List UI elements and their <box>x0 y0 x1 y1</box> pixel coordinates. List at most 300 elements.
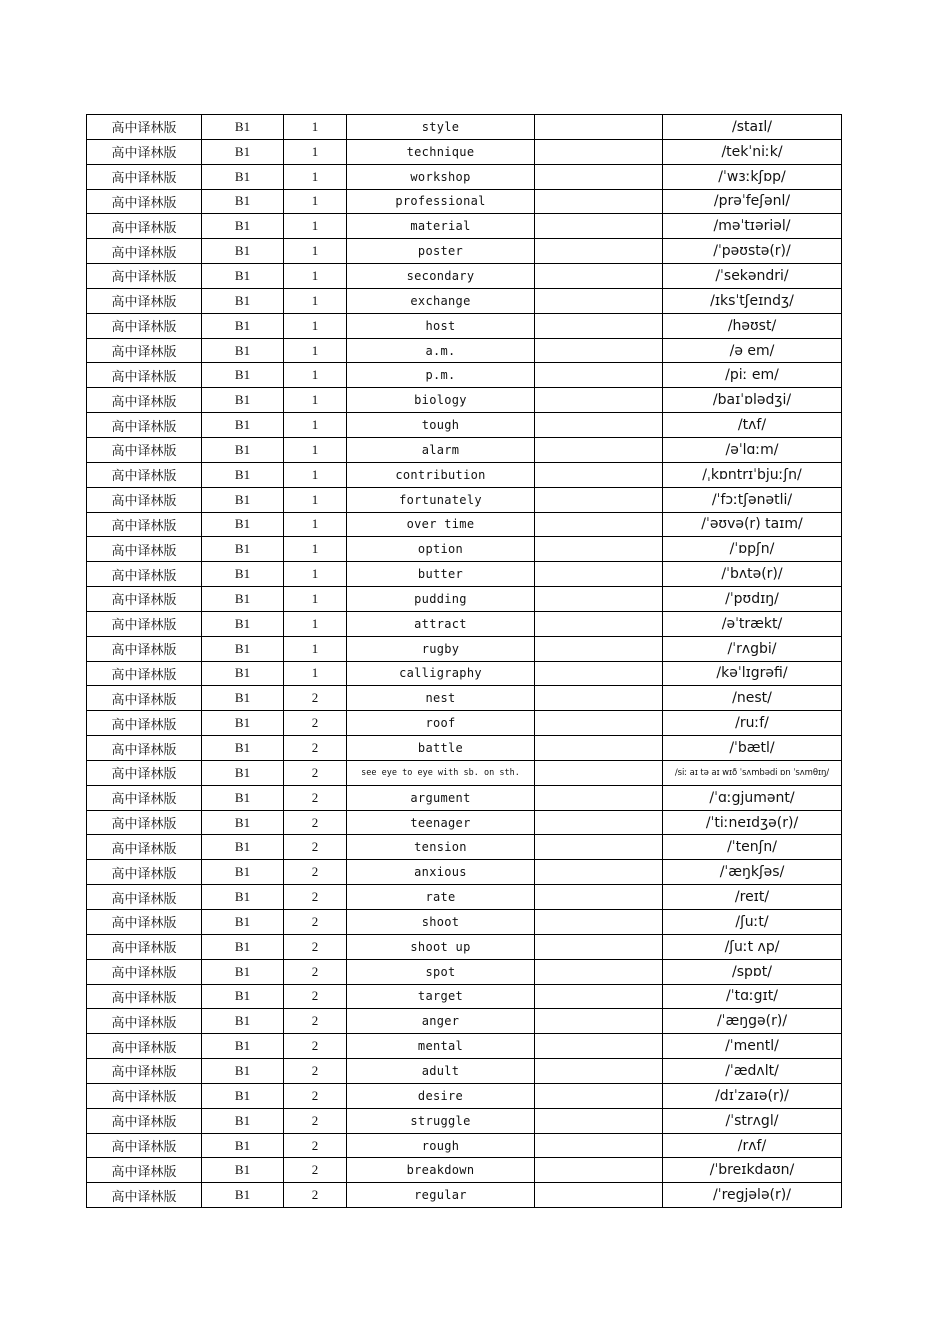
word-cell: battle <box>347 736 535 761</box>
table-row <box>87 835 842 860</box>
word-cell: tension <box>347 835 535 860</box>
unit-cell: 1 <box>284 537 347 562</box>
textbook-cell: 高中译林版 <box>87 288 202 313</box>
level-cell: B1 <box>202 264 284 289</box>
phonetic-cell: /kəˈlɪgrəfi/ <box>663 661 842 686</box>
table-row <box>87 711 842 736</box>
level-cell: B1 <box>202 1009 284 1034</box>
meaning-cell <box>535 984 663 1009</box>
unit-cell: 2 <box>284 1034 347 1059</box>
meaning-cell <box>535 363 663 388</box>
table-row <box>87 959 842 984</box>
level-cell: B1 <box>202 562 284 587</box>
table-row <box>87 587 842 612</box>
unit-cell: 1 <box>284 264 347 289</box>
textbook-cell: 高中译林版 <box>87 1158 202 1183</box>
unit-cell: 1 <box>284 164 347 189</box>
meaning-cell <box>535 1009 663 1034</box>
level-cell: B1 <box>202 214 284 239</box>
word-cell: alarm <box>347 437 535 462</box>
textbook-cell: 高中译林版 <box>87 636 202 661</box>
meaning-cell <box>535 139 663 164</box>
meaning-cell <box>535 959 663 984</box>
textbook-cell: 高中译林版 <box>87 611 202 636</box>
meaning-cell <box>535 388 663 413</box>
unit-cell: 1 <box>284 413 347 438</box>
meaning-cell <box>535 115 663 140</box>
meaning-cell <box>535 1158 663 1183</box>
phonetic-cell: /ˈtenʃn/ <box>663 835 842 860</box>
level-cell: B1 <box>202 1034 284 1059</box>
unit-cell: 1 <box>284 388 347 413</box>
textbook-cell: 高中译林版 <box>87 910 202 935</box>
unit-cell: 1 <box>284 214 347 239</box>
level-cell: B1 <box>202 959 284 984</box>
level-cell: B1 <box>202 338 284 363</box>
meaning-cell <box>535 164 663 189</box>
phonetic-cell: /ʃuːt/ <box>663 910 842 935</box>
word-cell: see eye to eye with sb. on sth. <box>347 760 535 785</box>
table-row <box>87 562 842 587</box>
textbook-cell: 高中译林版 <box>87 264 202 289</box>
unit-cell: 2 <box>284 860 347 885</box>
meaning-cell <box>535 487 663 512</box>
level-cell: B1 <box>202 487 284 512</box>
table-row <box>87 1108 842 1133</box>
unit-cell: 2 <box>284 910 347 935</box>
textbook-cell: 高中译林版 <box>87 388 202 413</box>
unit-cell: 1 <box>284 636 347 661</box>
unit-cell: 2 <box>284 934 347 959</box>
table-row <box>87 512 842 537</box>
level-cell: B1 <box>202 437 284 462</box>
table-row <box>87 388 842 413</box>
textbook-cell: 高中译林版 <box>87 437 202 462</box>
unit-cell: 1 <box>284 512 347 537</box>
unit-cell: 2 <box>284 1108 347 1133</box>
table-row <box>87 537 842 562</box>
phonetic-cell: /ˌkɒntrɪˈbjuːʃn/ <box>663 462 842 487</box>
phonetic-cell: /ˈbreɪkdaʊn/ <box>663 1158 842 1183</box>
phonetic-cell: /tʌf/ <box>663 413 842 438</box>
table-row <box>87 885 842 910</box>
phonetic-cell: /ˈregjələ(r)/ <box>663 1183 842 1208</box>
meaning-cell <box>535 686 663 711</box>
word-cell: poster <box>347 239 535 264</box>
phonetic-cell: /ˈbʌtə(r)/ <box>663 562 842 587</box>
unit-cell: 1 <box>284 363 347 388</box>
word-cell: rate <box>347 885 535 910</box>
textbook-cell: 高中译林版 <box>87 115 202 140</box>
table-row <box>87 736 842 761</box>
level-cell: B1 <box>202 1083 284 1108</box>
unit-cell: 2 <box>284 736 347 761</box>
level-cell: B1 <box>202 760 284 785</box>
word-cell: material <box>347 214 535 239</box>
level-cell: B1 <box>202 115 284 140</box>
textbook-cell: 高中译林版 <box>87 1059 202 1084</box>
table-row <box>87 1009 842 1034</box>
word-cell: butter <box>347 562 535 587</box>
word-cell: shoot up <box>347 934 535 959</box>
textbook-cell: 高中译林版 <box>87 885 202 910</box>
unit-cell: 2 <box>284 810 347 835</box>
phonetic-cell: /nest/ <box>663 686 842 711</box>
meaning-cell <box>535 760 663 785</box>
level-cell: B1 <box>202 189 284 214</box>
meaning-cell <box>535 1059 663 1084</box>
textbook-cell: 高中译林版 <box>87 164 202 189</box>
word-cell: host <box>347 313 535 338</box>
table-row <box>87 984 842 1009</box>
word-cell: mental <box>347 1034 535 1059</box>
level-cell: B1 <box>202 984 284 1009</box>
table-row <box>87 115 842 140</box>
word-cell: exchange <box>347 288 535 313</box>
phonetic-cell: /baɪˈɒlədʒi/ <box>663 388 842 413</box>
textbook-cell: 高中译林版 <box>87 487 202 512</box>
unit-cell: 1 <box>284 115 347 140</box>
unit-cell: 1 <box>284 139 347 164</box>
meaning-cell <box>535 587 663 612</box>
word-cell: rugby <box>347 636 535 661</box>
word-cell: roof <box>347 711 535 736</box>
phonetic-cell: /ˈbætl/ <box>663 736 842 761</box>
unit-cell: 1 <box>284 239 347 264</box>
word-cell: teenager <box>347 810 535 835</box>
level-cell: B1 <box>202 860 284 885</box>
level-cell: B1 <box>202 164 284 189</box>
meaning-cell <box>535 437 663 462</box>
level-cell: B1 <box>202 1059 284 1084</box>
word-cell: argument <box>347 785 535 810</box>
table-row <box>87 1034 842 1059</box>
phonetic-cell: /dɪˈzaɪə(r)/ <box>663 1083 842 1108</box>
phonetic-cell: /ɪksˈtʃeɪndʒ/ <box>663 288 842 313</box>
word-cell: rough <box>347 1133 535 1158</box>
meaning-cell <box>535 711 663 736</box>
meaning-cell <box>535 1083 663 1108</box>
textbook-cell: 高中译林版 <box>87 1133 202 1158</box>
phonetic-cell: /ˈpəʊstə(r)/ <box>663 239 842 264</box>
unit-cell: 1 <box>284 562 347 587</box>
table-row <box>87 1059 842 1084</box>
level-cell: B1 <box>202 288 284 313</box>
unit-cell: 2 <box>284 1009 347 1034</box>
table-row <box>87 1158 842 1183</box>
textbook-cell: 高中译林版 <box>87 736 202 761</box>
unit-cell: 1 <box>284 487 347 512</box>
level-cell: B1 <box>202 512 284 537</box>
word-cell: professional <box>347 189 535 214</box>
level-cell: B1 <box>202 810 284 835</box>
unit-cell: 2 <box>284 1083 347 1108</box>
table-row <box>87 139 842 164</box>
table-row <box>87 413 842 438</box>
word-cell: a.m. <box>347 338 535 363</box>
table-row <box>87 910 842 935</box>
unit-cell: 2 <box>284 1059 347 1084</box>
meaning-cell <box>535 910 663 935</box>
meaning-cell <box>535 611 663 636</box>
word-cell: fortunately <box>347 487 535 512</box>
table-row <box>87 189 842 214</box>
unit-cell: 1 <box>284 338 347 363</box>
textbook-cell: 高中译林版 <box>87 338 202 363</box>
level-cell: B1 <box>202 239 284 264</box>
phonetic-cell: /rʌf/ <box>663 1133 842 1158</box>
meaning-cell <box>535 736 663 761</box>
meaning-cell <box>535 214 663 239</box>
phonetic-cell: /ˈstrʌgl/ <box>663 1108 842 1133</box>
level-cell: B1 <box>202 686 284 711</box>
unit-cell: 1 <box>284 437 347 462</box>
unit-cell: 1 <box>284 587 347 612</box>
textbook-cell: 高中译林版 <box>87 537 202 562</box>
table-row <box>87 686 842 711</box>
phonetic-cell: /əˈlɑːm/ <box>663 437 842 462</box>
word-cell: tough <box>347 413 535 438</box>
level-cell: B1 <box>202 611 284 636</box>
phonetic-cell: /məˈtɪəriəl/ <box>663 214 842 239</box>
word-cell: calligraphy <box>347 661 535 686</box>
meaning-cell <box>535 189 663 214</box>
table-row <box>87 363 842 388</box>
level-cell: B1 <box>202 736 284 761</box>
phonetic-cell: /ˈfɔːtʃənətli/ <box>663 487 842 512</box>
word-cell: workshop <box>347 164 535 189</box>
phonetic-cell: /reɪt/ <box>663 885 842 910</box>
unit-cell: 1 <box>284 611 347 636</box>
textbook-cell: 高中译林版 <box>87 934 202 959</box>
textbook-cell: 高中译林版 <box>87 139 202 164</box>
level-cell: B1 <box>202 910 284 935</box>
level-cell: B1 <box>202 1158 284 1183</box>
unit-cell: 1 <box>284 288 347 313</box>
table-row <box>87 611 842 636</box>
phonetic-cell: /ə em/ <box>663 338 842 363</box>
unit-cell: 2 <box>284 1158 347 1183</box>
level-cell: B1 <box>202 363 284 388</box>
meaning-cell <box>535 835 663 860</box>
phonetic-cell: /siː aɪ tə aɪ wɪð ˈsʌmbədi ɒn ˈsʌmθɪŋ/ <box>663 760 842 785</box>
meaning-cell <box>535 288 663 313</box>
meaning-cell <box>535 562 663 587</box>
textbook-cell: 高中译林版 <box>87 835 202 860</box>
unit-cell: 2 <box>284 760 347 785</box>
phonetic-cell: /prəˈfeʃənl/ <box>663 189 842 214</box>
word-cell: anger <box>347 1009 535 1034</box>
table-row <box>87 1133 842 1158</box>
level-cell: B1 <box>202 413 284 438</box>
phonetic-cell: /ˈəʊvə(r) taɪm/ <box>663 512 842 537</box>
phonetic-cell: /ˈwɜːkʃɒp/ <box>663 164 842 189</box>
meaning-cell <box>535 1108 663 1133</box>
meaning-cell <box>535 264 663 289</box>
phonetic-cell: /ˈtiːneɪdʒə(r)/ <box>663 810 842 835</box>
meaning-cell <box>535 636 663 661</box>
table-row <box>87 860 842 885</box>
word-cell: biology <box>347 388 535 413</box>
table-row <box>87 661 842 686</box>
textbook-cell: 高中译林版 <box>87 363 202 388</box>
table-row <box>87 164 842 189</box>
meaning-cell <box>535 1183 663 1208</box>
textbook-cell: 高中译林版 <box>87 239 202 264</box>
word-cell: adult <box>347 1059 535 1084</box>
unit-cell: 1 <box>284 313 347 338</box>
textbook-cell: 高中译林版 <box>87 860 202 885</box>
word-cell: technique <box>347 139 535 164</box>
unit-cell: 2 <box>284 959 347 984</box>
meaning-cell <box>535 313 663 338</box>
textbook-cell: 高中译林版 <box>87 760 202 785</box>
unit-cell: 2 <box>284 711 347 736</box>
unit-cell: 2 <box>284 1183 347 1208</box>
word-cell: target <box>347 984 535 1009</box>
word-cell: style <box>347 115 535 140</box>
phonetic-cell: /ˈsekəndri/ <box>663 264 842 289</box>
phonetic-cell: /ˈædʌlt/ <box>663 1059 842 1084</box>
textbook-cell: 高中译林版 <box>87 810 202 835</box>
textbook-cell: 高中译林版 <box>87 1083 202 1108</box>
unit-cell: 1 <box>284 462 347 487</box>
meaning-cell <box>535 1133 663 1158</box>
textbook-cell: 高中译林版 <box>87 785 202 810</box>
table-row <box>87 239 842 264</box>
vocabulary-table <box>86 114 842 1208</box>
textbook-cell: 高中译林版 <box>87 661 202 686</box>
table-row <box>87 1183 842 1208</box>
level-cell: B1 <box>202 537 284 562</box>
table-row <box>87 338 842 363</box>
vocabulary-table-body <box>87 115 842 1208</box>
table-row <box>87 636 842 661</box>
level-cell: B1 <box>202 313 284 338</box>
word-cell: option <box>347 537 535 562</box>
word-cell: attract <box>347 611 535 636</box>
meaning-cell <box>535 537 663 562</box>
unit-cell: 2 <box>284 686 347 711</box>
word-cell: shoot <box>347 910 535 935</box>
meaning-cell <box>535 661 663 686</box>
unit-cell: 2 <box>284 984 347 1009</box>
phonetic-cell: /ruːf/ <box>663 711 842 736</box>
phonetic-cell: /spɒt/ <box>663 959 842 984</box>
word-cell: pudding <box>347 587 535 612</box>
word-cell: desire <box>347 1083 535 1108</box>
textbook-cell: 高中译林版 <box>87 189 202 214</box>
meaning-cell <box>535 512 663 537</box>
textbook-cell: 高中译林版 <box>87 462 202 487</box>
phonetic-cell: /tekˈniːk/ <box>663 139 842 164</box>
textbook-cell: 高中译林版 <box>87 686 202 711</box>
unit-cell: 2 <box>284 1133 347 1158</box>
table-row <box>87 760 842 785</box>
table-row <box>87 214 842 239</box>
phonetic-cell: /ˈæŋkʃəs/ <box>663 860 842 885</box>
textbook-cell: 高中译林版 <box>87 313 202 338</box>
level-cell: B1 <box>202 711 284 736</box>
level-cell: B1 <box>202 661 284 686</box>
table-row <box>87 288 842 313</box>
textbook-cell: 高中译林版 <box>87 413 202 438</box>
phonetic-cell: /ˈɑːgjumənt/ <box>663 785 842 810</box>
word-cell: contribution <box>347 462 535 487</box>
word-cell: breakdown <box>347 1158 535 1183</box>
textbook-cell: 高中译林版 <box>87 512 202 537</box>
word-cell: nest <box>347 686 535 711</box>
table-row <box>87 1083 842 1108</box>
phonetic-cell: /ˈmentl/ <box>663 1034 842 1059</box>
meaning-cell <box>535 810 663 835</box>
level-cell: B1 <box>202 388 284 413</box>
word-cell: spot <box>347 959 535 984</box>
phonetic-cell: /ˈrʌgbi/ <box>663 636 842 661</box>
textbook-cell: 高中译林版 <box>87 1183 202 1208</box>
level-cell: B1 <box>202 139 284 164</box>
phonetic-cell: /ʃuːt ʌp/ <box>663 934 842 959</box>
textbook-cell: 高中译林版 <box>87 1108 202 1133</box>
level-cell: B1 <box>202 636 284 661</box>
unit-cell: 1 <box>284 661 347 686</box>
unit-cell: 2 <box>284 835 347 860</box>
unit-cell: 1 <box>284 189 347 214</box>
table-row <box>87 437 842 462</box>
table-row <box>87 934 842 959</box>
level-cell: B1 <box>202 785 284 810</box>
textbook-cell: 高中译林版 <box>87 711 202 736</box>
unit-cell: 2 <box>284 885 347 910</box>
level-cell: B1 <box>202 835 284 860</box>
level-cell: B1 <box>202 1183 284 1208</box>
word-cell: secondary <box>347 264 535 289</box>
meaning-cell <box>535 413 663 438</box>
table-row <box>87 462 842 487</box>
table-row <box>87 264 842 289</box>
meaning-cell <box>535 338 663 363</box>
level-cell: B1 <box>202 885 284 910</box>
phonetic-cell: /ˈtɑːgɪt/ <box>663 984 842 1009</box>
textbook-cell: 高中译林版 <box>87 562 202 587</box>
meaning-cell <box>535 885 663 910</box>
phonetic-cell: /ˈæŋgə(r)/ <box>663 1009 842 1034</box>
word-cell: regular <box>347 1183 535 1208</box>
level-cell: B1 <box>202 1133 284 1158</box>
phonetic-cell: /ˈpʊdɪŋ/ <box>663 587 842 612</box>
word-cell: p.m. <box>347 363 535 388</box>
textbook-cell: 高中译林版 <box>87 959 202 984</box>
word-cell: over time <box>347 512 535 537</box>
level-cell: B1 <box>202 462 284 487</box>
textbook-cell: 高中译林版 <box>87 1009 202 1034</box>
word-cell: anxious <box>347 860 535 885</box>
table-row <box>87 313 842 338</box>
unit-cell: 2 <box>284 785 347 810</box>
textbook-cell: 高中译林版 <box>87 984 202 1009</box>
phonetic-cell: /ˈɒpʃn/ <box>663 537 842 562</box>
table-row <box>87 785 842 810</box>
textbook-cell: 高中译林版 <box>87 587 202 612</box>
phonetic-cell: /əˈtrækt/ <box>663 611 842 636</box>
meaning-cell <box>535 1034 663 1059</box>
level-cell: B1 <box>202 1108 284 1133</box>
meaning-cell <box>535 860 663 885</box>
textbook-cell: 高中译林版 <box>87 1034 202 1059</box>
word-cell: struggle <box>347 1108 535 1133</box>
phonetic-cell: /piː em/ <box>663 363 842 388</box>
textbook-cell: 高中译林版 <box>87 214 202 239</box>
